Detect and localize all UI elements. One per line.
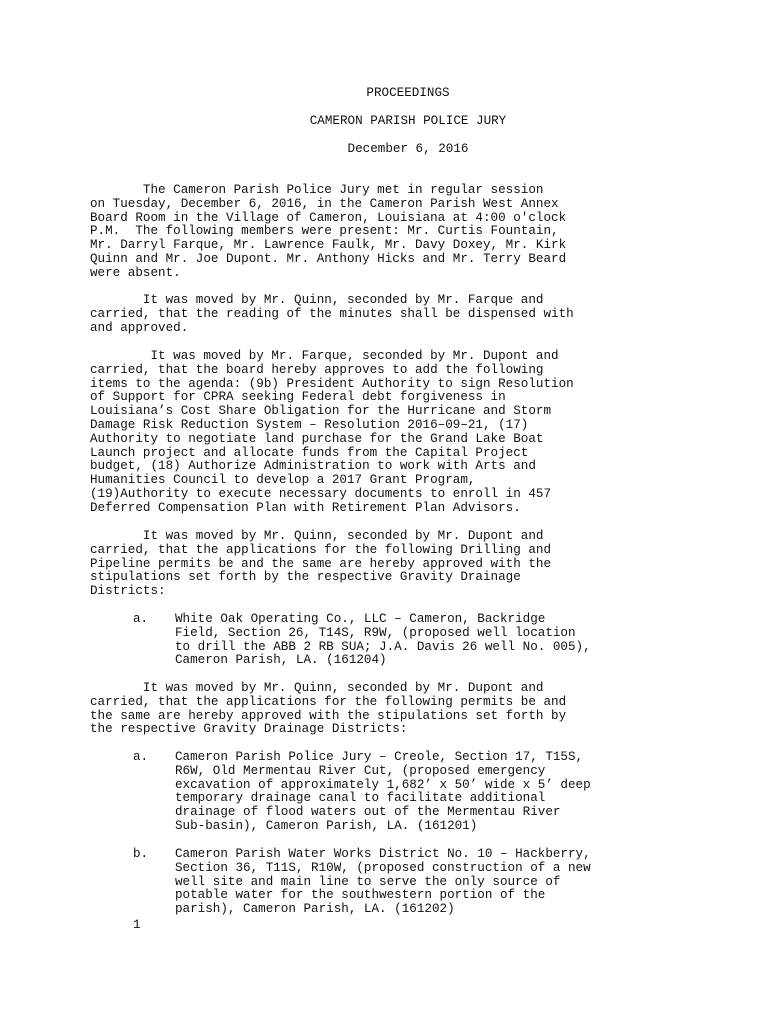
paragraph-line: Mr. Darryl Farque, Mr. Lawrence Faulk, Mr. Davy Doxey, Mr. Kirk (90, 238, 567, 253)
paragraph-line: carried, that the applications for the following Drilling and (90, 542, 552, 557)
meeting-date: December 6, 2016 (347, 142, 469, 156)
paragraph-line: carried, that the applications for the following permits be and (90, 694, 567, 709)
paragraph-line: carried, that the board hereby approves to add the following (90, 362, 544, 377)
list-item-body (175, 751, 591, 834)
paragraph-line: Launch project and allocate funds from the Capital Project (90, 445, 529, 460)
paragraph-permits (90, 682, 690, 737)
paragraph-line: (19)Authority to execute necessary documents to enroll in 457 (90, 486, 552, 501)
paragraph-line: It was moved by Mr. Quinn, seconded by Mr. Dupont and (90, 529, 544, 543)
page-number: 1 (133, 918, 141, 932)
paragraph-line: on Tuesday, December 6, 2016, in the Cameron Parish West Annex (90, 196, 559, 211)
list-item-line: drainage of flood waters out of the Mermentau River (175, 805, 561, 820)
paragraph-line: carried, that the reading of the minutes shall be dispensed with (90, 306, 574, 321)
paragraph-line: P.M. The following members were present: Mr. Curtis Fountain, (90, 224, 559, 239)
list-item-line: well site and main line to serve the only source of (175, 874, 561, 889)
list-item-line: Cameron Parish, LA. (161204) (175, 653, 387, 668)
list-item-line: excavation of approximately 1,682’ x 50’ wide x 5’ deep (175, 777, 591, 792)
list-item-marker: b. (133, 847, 149, 861)
paragraph-line: items to the agenda: (9b) President Authority to sign Resolution (90, 376, 574, 391)
list-item-line: Cameron Parish Water Works District No. 10 – Hackberry, (175, 847, 591, 861)
paragraph-line: Humanities Council to develop a 2017 Grant Program, (90, 473, 476, 488)
list-item-body (175, 613, 591, 668)
paragraph-line: Pipeline permits be and the same are hereby approved with the (90, 556, 552, 571)
paragraph-line: Louisiana’s Cost Share Obligation for the Hurricane and Storm (90, 404, 552, 419)
list-item-line: Field, Section 26, T14S, R9W, (proposed well location (175, 625, 576, 640)
paragraph-call-to-order (90, 184, 690, 281)
paragraph-line: Board Room in the Village of Cameron, Louisiana at 4:00 o'clock (90, 210, 567, 225)
paragraph-line: of Support for CPRA seeking Federal debt forgiveness in (90, 390, 506, 405)
paragraph-line: Authority to negotiate land purchase for the Grand Lake Boat (90, 431, 544, 446)
list-item-line: parish), Cameron Parish, LA. (161202) (175, 902, 455, 917)
paragraph-line: stipulations set forth by the respective Gravity Drainage (90, 570, 521, 585)
paragraph-line: Deferred Compensation Plan with Retirement Plan Advisors. (90, 500, 521, 515)
list-item-line: potable water for the southwestern portion of the (175, 888, 546, 903)
document-title: PROCEEDINGS (366, 86, 450, 100)
list-item-line: Section 36, T11S, R10W, (proposed construction of a new (175, 860, 591, 875)
paragraph-line: It was moved by Mr. Quinn, seconded by Mr. Farque and (90, 293, 544, 307)
list-item-marker: a. (133, 750, 149, 764)
paragraph-line: budget, (18) Authorize Administration to work with Arts and (90, 459, 536, 474)
paragraph-minutes (90, 294, 690, 335)
paragraph-line: Damage Risk Reduction System – Resolution 2016–09–21, (17) (90, 417, 529, 432)
paragraph-line: It was moved by Mr. Farque, seconded by Mr. Dupont and (90, 349, 559, 363)
paragraph-drilling-permits (90, 530, 690, 599)
list-item-line: to drill the ABB 2 RB SUA; J.A. Davis 26 well No. 005), (175, 639, 591, 654)
paragraph-line: It was moved by Mr. Quinn, seconded by Mr. Dupont and (90, 681, 544, 695)
paragraph-line: the respective Gravity Drainage Districts: (90, 722, 408, 737)
list-item-line: R6W, Old Mermentau River Cut, (proposed emergency (175, 763, 546, 778)
list-item-body (175, 848, 591, 917)
paragraph-line: were absent. (90, 265, 181, 280)
paragraph-line: and approved. (90, 320, 189, 335)
paragraph-line: the same are hereby approved with the stipulations set forth by (90, 708, 567, 723)
paragraph-line: Districts: (90, 584, 166, 599)
list-item-line: Sub-basin), Cameron Parish, LA. (161201) (175, 818, 478, 833)
paragraph-agenda-additions (90, 350, 690, 516)
paragraph-line: Quinn and Mr. Joe Dupont. Mr. Anthony Hicks and Mr. Terry Beard (90, 251, 567, 266)
paragraph-line: The Cameron Parish Police Jury met in regular session (90, 183, 544, 197)
list-item-line: temporary drainage canal to facilitate additional (175, 791, 546, 806)
document-body-name: CAMERON PARISH POLICE JURY (309, 114, 507, 128)
list-item-line: Cameron Parish Police Jury – Creole, Section 17, T15S, (175, 750, 584, 764)
list-item-marker: a. (133, 612, 149, 626)
list-item-line: White Oak Operating Co., LLC – Cameron, Backridge (175, 612, 546, 626)
